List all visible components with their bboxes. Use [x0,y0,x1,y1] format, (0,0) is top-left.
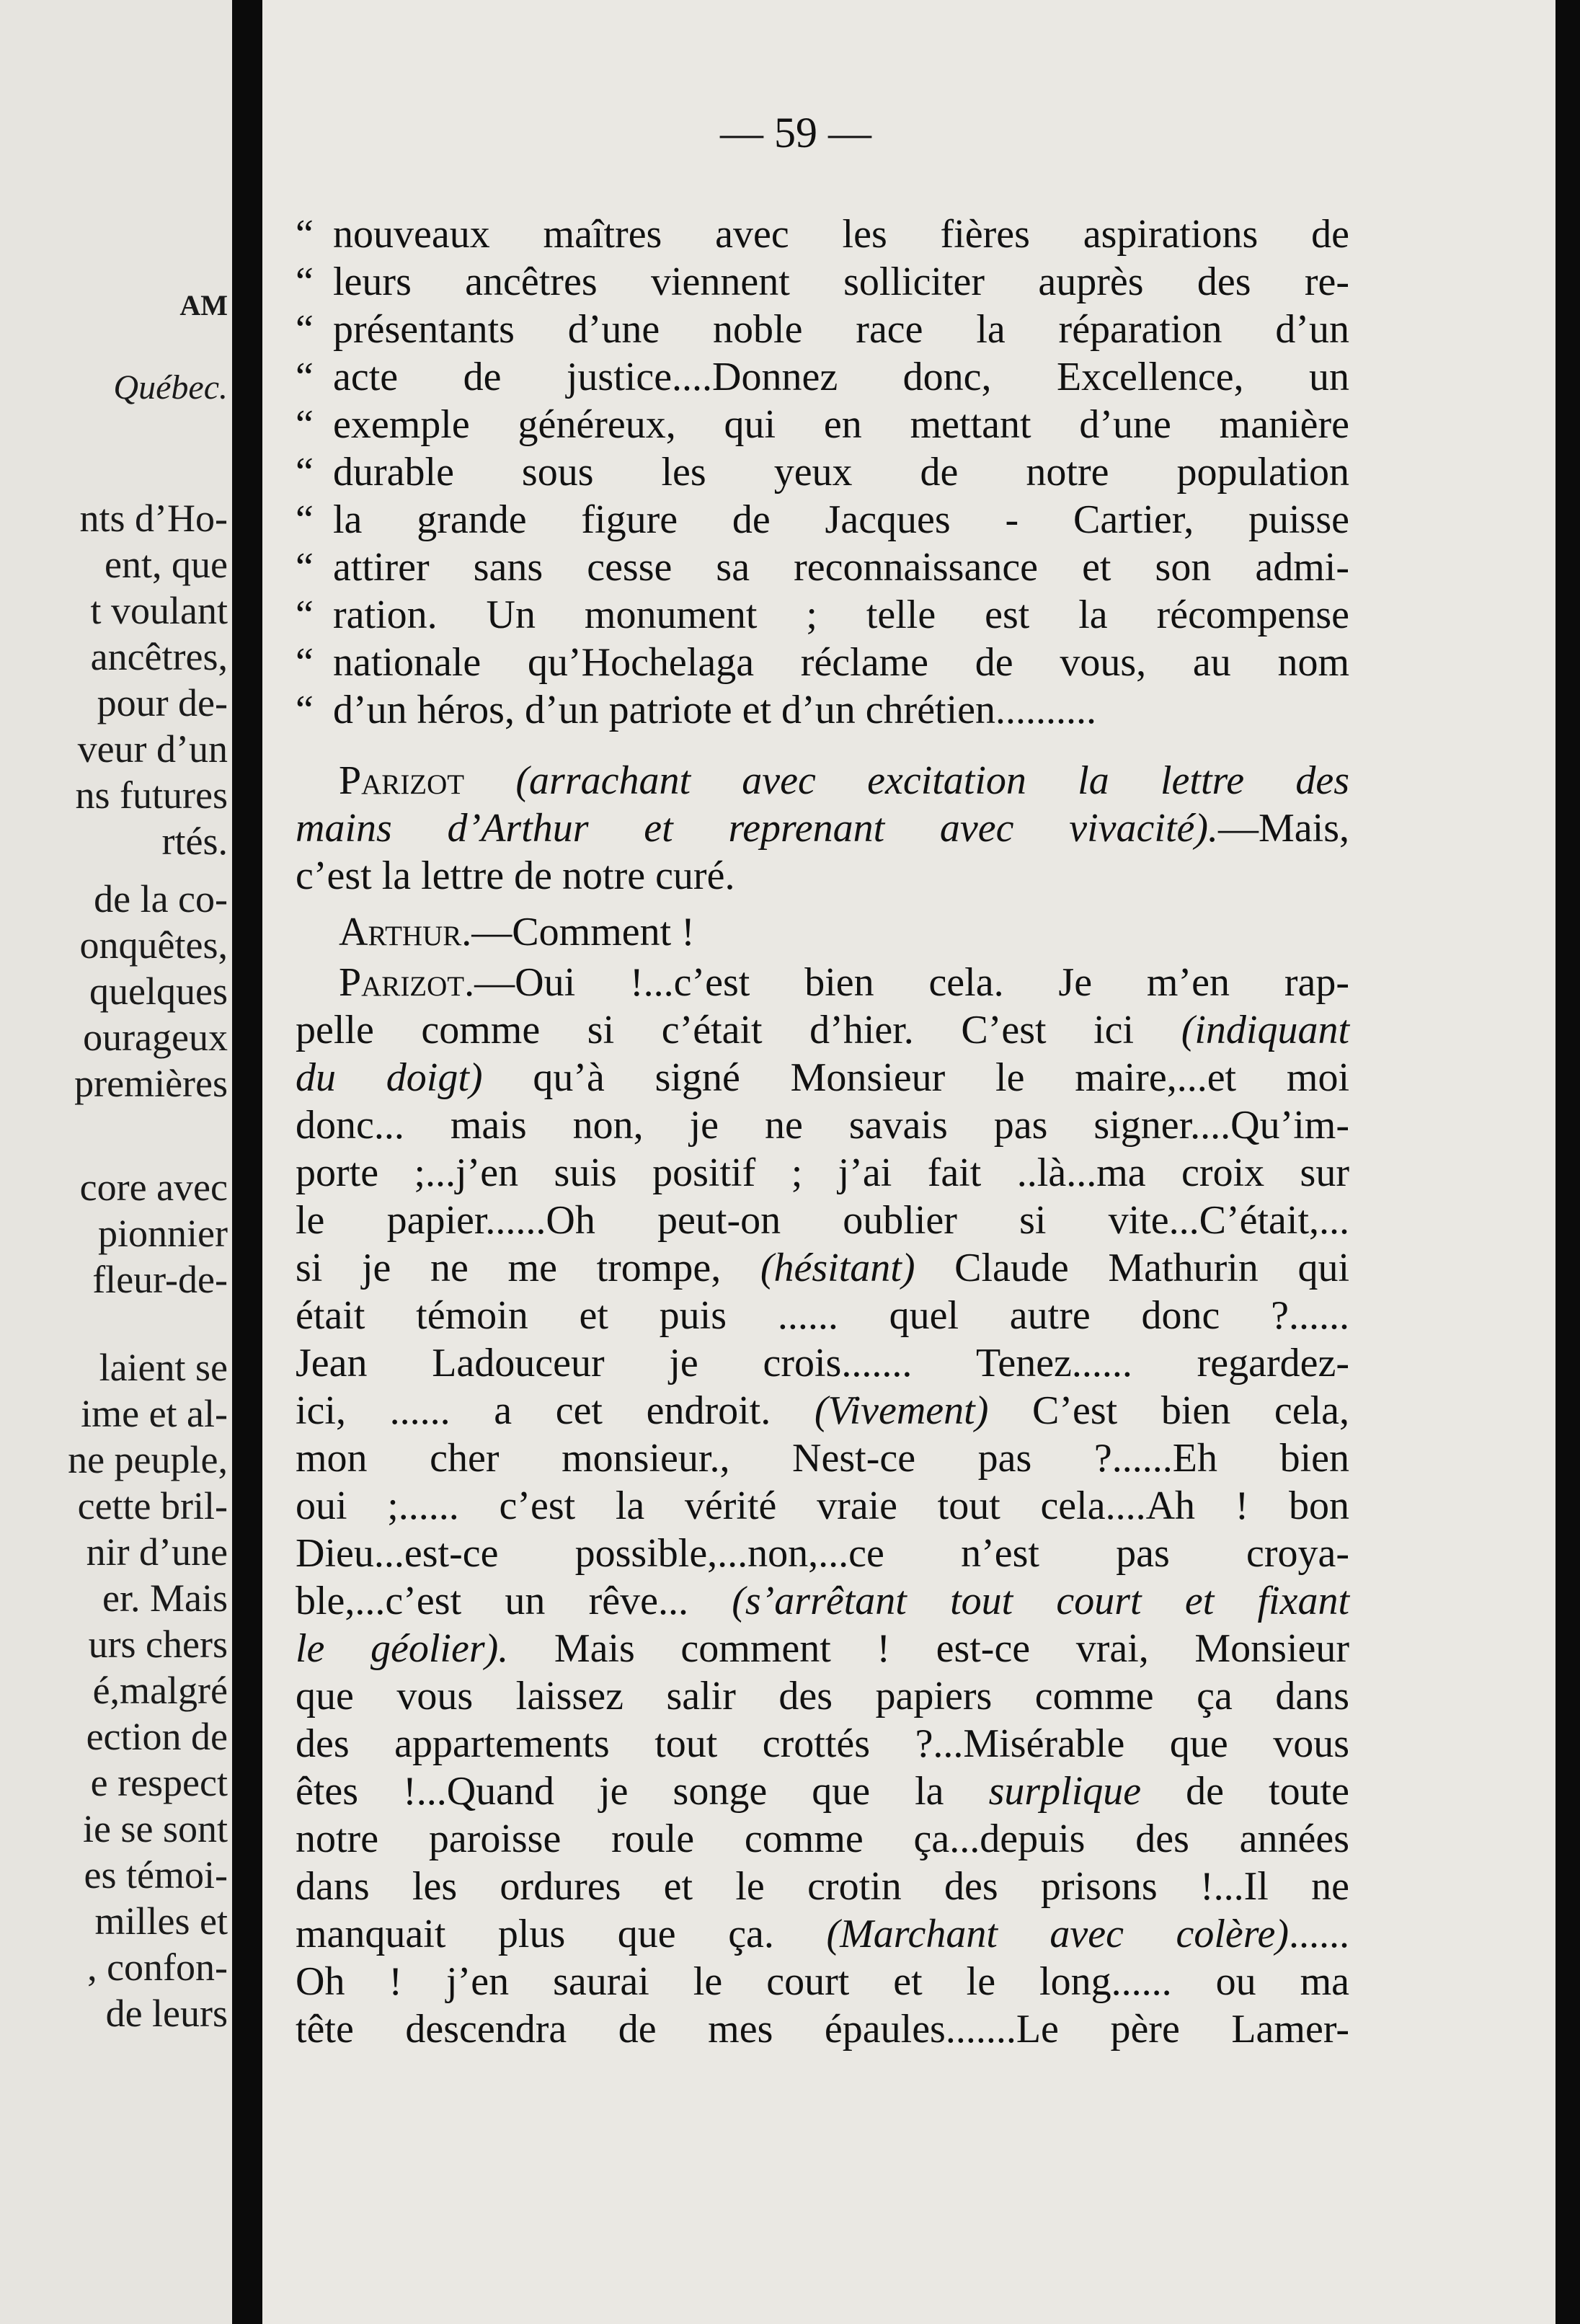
left-page-line: ime et al- [81,1392,228,1435]
text-line: si je ne me trompe, (hésitant) Claude Mathurin qui [296,1246,1349,1290]
text-line: était témoin et puis ...... quel autre donc ?...... [296,1293,1349,1338]
quote-mark: “ [296,402,314,447]
speaker-name: Arthur [339,910,462,954]
left-page-line: fleur-de- [92,1258,228,1301]
text-line: le papier......Oh peut-on oublier si vite...C’était,... [296,1198,1349,1243]
left-page-line: urs chers [88,1623,228,1666]
quote-mark: “ [296,260,314,304]
left-page-line: nir d’une [86,1530,228,1574]
quote-mark: “ [296,355,314,399]
left-page-line: é,malgré [92,1669,228,1712]
left-page-line: pour de- [97,681,228,724]
left-page-line: AM [179,289,228,321]
quote-mark: “ [296,450,314,494]
left-page-line: nts d’Ho- [79,497,228,540]
text-line: êtes !...Quand je songe que la surplique de toute [296,1769,1350,1814]
left-page-line: er. Mais [102,1576,228,1620]
quote-line: “ leurs ancêtres viennent solliciter auprès des re- [296,260,1349,304]
quote-mark: “ [296,640,314,685]
left-page-line: core avec [79,1166,228,1209]
left-page-line: ancêtres, [90,635,228,678]
text-line: Jean Ladouceur je crois....... Tenez...... regardez- [296,1341,1349,1385]
quote-line: “ durable sous les yeux de notre population [296,450,1349,494]
text-line: mon cher monsieur., Nest-ce pas ?......Eh bien [296,1436,1349,1481]
text-line: Oh ! j’en saurai le court et le long...... ou ma [296,1959,1349,2004]
left-page-line: e respect [90,1761,228,1804]
main-page [262,0,1568,2324]
left-page-line: rtés. [161,820,228,863]
quote-line: “ exemple généreux, qui en mettant d’une manière [296,402,1349,447]
text-line: des appartements tout crottés ?...Misérable que vous [296,1721,1349,1766]
text-line: ici, ...... a cet endroit. (Vivement) C’est bien cela, [296,1388,1350,1433]
quote-mark: “ [296,497,314,542]
text-line: du doigt) qu’à signé Monsieur le maire,...et moi [296,1055,1350,1100]
text-line: pelle comme si c’était d’hier. C’est ici (indiquant [296,1008,1350,1052]
paragraph-parizot-2-line-1: Parizot.—Oui !...c’est bien cela. Je m’en rap- [339,960,1349,1005]
left-page-line: t voulant [90,589,228,632]
text-line: tête descendra de mes épaules.......Le père Lamer- [296,2007,1349,2052]
text-line: ble,...c’est un rêve... (s’arrêtant tout court et fixant [296,1579,1350,1623]
quote-mark: “ [296,307,314,352]
left-page-line: onquêtes, [79,923,228,967]
paragraph-parizot-1-line-3: c’est la lettre de notre curé. [296,853,735,898]
paragraph-parizot-1-line-2: mains d’Arthur et reprenant avec vivacité).—Mais, [296,806,1349,851]
text-line: le géolier). Mais comment ! est-ce vrai, Monsieur [296,1626,1350,1671]
left-page-line: ourageux [83,1016,228,1059]
quote-line: “ d’un héros, d’un patriote et d’un chrétien.......... [296,688,1097,732]
left-page-fragment [0,0,232,2324]
left-page-line: ent, que [105,543,228,586]
quote-line: “ nationale qu’Hochelaga réclame de vous, au nom [296,640,1349,685]
text-line: oui ;...... c’est la vérité vraie tout cela....Ah ! bon [296,1483,1349,1528]
left-page-line: Québec. [113,368,228,407]
right-page-edge [1555,0,1568,2324]
quote-line: “ présentants d’une noble race la réparation d’un [296,307,1349,352]
quote-line: “ nouveaux maîtres avec les fières aspirations de [296,212,1349,257]
left-page-line: de leurs [105,1992,228,2035]
left-page-line: milles et [94,1899,228,1943]
left-page-line: laient se [99,1346,228,1389]
speaker-name: Parizot [339,960,465,1005]
left-page-line: premières [74,1062,228,1105]
quote-mark: “ [296,545,314,590]
text-line: que vous laissez salir des papiers comme ça dans [296,1674,1349,1718]
left-page-line: cette bril- [77,1484,228,1527]
text-line: Dieu...est-ce possible,...non,...ce n’est pas croya- [296,1531,1349,1576]
quote-mark: “ [296,688,314,732]
quote-mark: “ [296,593,314,637]
text-line: porte ;...j’en suis positif ; j’ai fait ..là...ma croix sur [296,1150,1349,1195]
left-page-line: ie se sont [83,1807,228,1850]
page-number: — 59 — [720,109,871,156]
book-gutter [232,0,262,2324]
left-page-line: veur d’un [77,727,228,771]
quote-mark: “ [296,212,314,257]
paragraph-arthur: Arthur.—Comment ! [339,910,695,954]
text-line: donc... mais non, je ne savais pas signer....Qu’im- [296,1103,1349,1148]
text-line: manquait plus que ça. (Marchant avec colère)...... [296,1912,1350,1956]
left-page-line: de la co- [94,877,228,921]
quote-line: “ acte de justice....Donnez donc, Excellence, un [296,355,1349,399]
left-page-line: quelques [89,970,228,1013]
left-page-line: ne peuple, [68,1438,228,1481]
left-page-line: , confon- [87,1946,228,1989]
quote-line: “ ration. Un monument ; telle est la récompense [296,593,1349,637]
left-page-line: ection de [86,1715,228,1758]
left-page-line: es témoi- [84,1853,228,1897]
speaker-name: Parizot [339,758,465,803]
paragraph-parizot-1-line-1: Parizot (arrachant avec excitation la lettre des [339,758,1350,803]
left-page-line: pionnier [98,1212,228,1255]
text-line: notre paroisse roule comme ça...depuis des années [296,1817,1349,1861]
quote-line: “ la grande figure de Jacques - Cartier, puisse [296,497,1349,542]
text-line: dans les ordures et le crotin des prisons !...Il ne [296,1864,1349,1909]
left-page-line: ns futures [75,773,228,817]
quote-line: “ attirer sans cesse sa reconnaissance et son admi- [296,545,1349,590]
